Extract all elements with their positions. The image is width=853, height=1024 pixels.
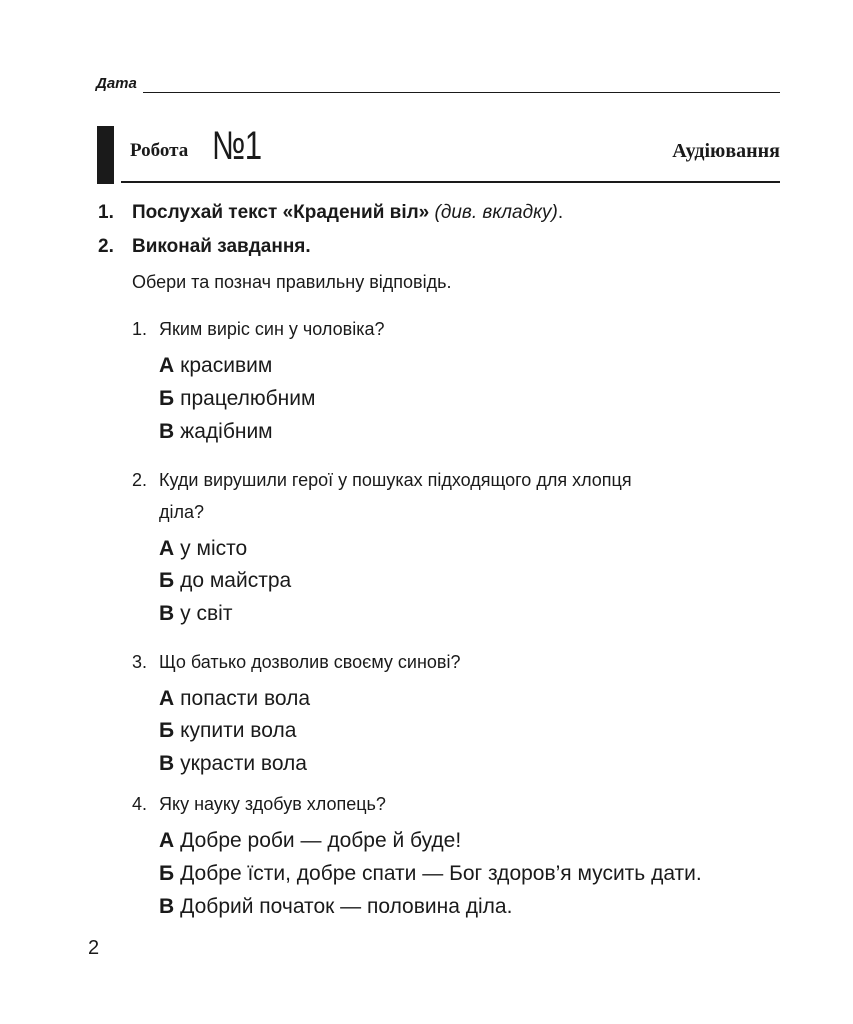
date-fill-line: [143, 75, 780, 93]
option-text: у світ: [180, 602, 233, 625]
option-letter: Б: [159, 862, 175, 885]
option-text: красивим: [180, 354, 273, 377]
task-1: [98, 202, 563, 224]
question-2: [132, 464, 772, 528]
option-text: Добре їсти, добре спати — Бог здоров’я мусить дати.: [180, 862, 702, 885]
work-header: [97, 126, 780, 184]
option-letter: Б: [159, 719, 175, 742]
question-number: 1.: [132, 319, 148, 339]
option-letter: В: [159, 895, 175, 918]
option-letter: А: [159, 829, 175, 852]
option-text: Добре роби — добре й буде!: [180, 829, 462, 852]
option-1b[interactable]: [159, 387, 315, 411]
option-4b[interactable]: [159, 862, 702, 886]
question-3: [132, 646, 772, 678]
question-number: 4.: [132, 794, 148, 814]
option-text: працелюбним: [180, 387, 316, 410]
option-letter: Б: [159, 569, 175, 592]
option-2b[interactable]: [159, 569, 291, 593]
question-text: Що батько дозволив своєму синові?: [159, 652, 461, 672]
option-letter: Б: [159, 387, 175, 410]
option-3c[interactable]: [159, 752, 307, 776]
task-text: Послухай текст «Крадений віл»: [132, 202, 430, 223]
option-letter: А: [159, 687, 175, 710]
option-text: попасти вола: [180, 687, 311, 710]
option-2a[interactable]: [159, 537, 247, 561]
task-number: 2.: [98, 236, 114, 257]
task-2: [98, 236, 311, 258]
question-number: 3.: [132, 652, 148, 672]
task-tail: .: [557, 202, 564, 223]
date-row: [96, 73, 780, 93]
option-letter: В: [159, 752, 175, 775]
header-rule: [121, 181, 780, 183]
question-4: [132, 788, 772, 820]
option-2c[interactable]: [159, 602, 232, 626]
option-text: Добрий початок — половина діла.: [180, 895, 513, 918]
question-number: 2.: [132, 470, 148, 490]
task-text: Виконай завдання.: [132, 236, 311, 257]
option-3b[interactable]: [159, 719, 296, 743]
question-text: Яким виріс син у чоловіка?: [159, 319, 385, 339]
option-letter: В: [159, 602, 175, 625]
question-text: Куди вирушили герої у пошуках підходящого для хлопця: [159, 470, 632, 490]
option-1c[interactable]: [159, 420, 273, 444]
header-bar: [97, 126, 114, 184]
work-label: Робота: [130, 140, 189, 161]
page-number: 2: [88, 937, 100, 959]
option-letter: А: [159, 354, 175, 377]
option-3a[interactable]: [159, 687, 310, 711]
section-label: Аудіювання: [672, 140, 780, 162]
option-text: жадібним: [180, 420, 273, 443]
option-text: у місто: [180, 537, 248, 560]
task-number: 1.: [98, 202, 114, 223]
option-text: украсти вола: [180, 752, 307, 775]
instruction: Обери та познач правильну відповідь.: [132, 272, 452, 292]
date-label: Дата: [96, 75, 137, 92]
option-1a[interactable]: [159, 354, 272, 378]
option-letter: А: [159, 537, 175, 560]
option-text: купити вола: [180, 719, 297, 742]
work-number: №1: [212, 124, 262, 168]
option-text: до майстра: [180, 569, 292, 592]
question-1: [132, 313, 772, 345]
option-letter: В: [159, 420, 175, 443]
option-4c[interactable]: [159, 895, 512, 919]
option-4a[interactable]: [159, 829, 461, 853]
question-text: Яку науку здобув хлопець?: [159, 794, 386, 814]
task-note: (див. вкладку): [434, 202, 558, 223]
question-text-continued: діла?: [159, 502, 205, 522]
